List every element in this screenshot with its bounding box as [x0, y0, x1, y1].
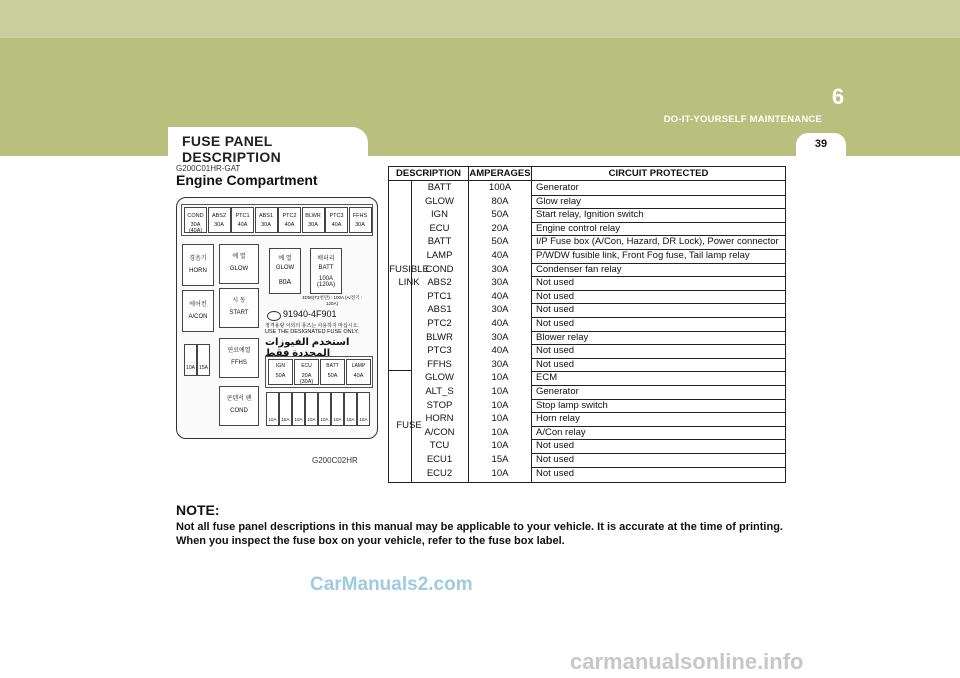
diagram-mini-fuse-amp: 10A: [307, 417, 316, 422]
row-divider: [531, 426, 785, 427]
row-amperage: 30A: [491, 277, 509, 289]
header-description: DESCRIPTION: [389, 167, 468, 181]
diagram-mini-fuse-amp: 10A: [294, 417, 303, 422]
diagram-mini-fuse: [331, 392, 344, 426]
diagram-mini-fuse: [357, 392, 370, 426]
row-amperage: 20A: [491, 222, 509, 234]
row-amperage: 100A: [488, 182, 512, 193]
note-title: NOTE:: [176, 502, 220, 518]
figure-code: G200C02HR: [312, 456, 358, 465]
row-fuse-name: PTC2: [427, 318, 452, 329]
relay-acon: [182, 290, 214, 332]
row-divider: [531, 385, 785, 386]
warning-ar: استخدم الفيوزات المحددة فقط: [265, 337, 350, 359]
row-circuit: Blower relay: [536, 331, 589, 343]
row-circuit: A/Con relay: [536, 426, 586, 438]
fuse-batt-100a: [310, 248, 342, 294]
diagram-top-fuse-name: PTC2: [282, 213, 297, 219]
row-divider: [531, 358, 785, 359]
row-divider: [531, 208, 785, 209]
row-fuse-name: GLOW: [424, 195, 455, 207]
row-circuit: Stop lamp switch: [536, 399, 608, 411]
row-circuit: Not used: [536, 467, 575, 479]
section-tab: [168, 127, 368, 165]
diagram-mini-fuse: [305, 392, 318, 426]
row-fuse-name: PTC1: [427, 290, 452, 302]
diagram-lower-fuse: [320, 359, 345, 385]
hyundai-logo-icon: [267, 311, 281, 321]
row-fuse-name: ALT_S: [425, 386, 454, 397]
row-divider: [531, 439, 785, 440]
diagram-mini-fuse-amp: 10A: [359, 417, 368, 422]
relay-glow-ko: 예 열: [232, 254, 246, 260]
relay-start: [219, 288, 259, 328]
row-amperage: 40A: [491, 250, 509, 261]
chapter-number: 6: [831, 84, 845, 109]
relay-cond: [219, 386, 259, 426]
diagram-mini-fuse-amp: 10A: [320, 417, 329, 422]
diagram-top-fuse-name: COND: [187, 213, 204, 219]
diagram-top-fuse-name: BLWR: [305, 213, 321, 219]
page-number: 39: [814, 138, 828, 150]
diagram-top-fuse: [184, 207, 207, 233]
row-divider: [531, 331, 785, 332]
row-circuit: Not used: [536, 304, 575, 316]
row-divider: [531, 263, 785, 264]
row-fuse-name: BATT: [427, 182, 452, 193]
mini-fuse-left-2-amp: 15A: [199, 365, 208, 371]
diagram-lower-fuse: [294, 359, 319, 385]
row-circuit: Condenser fan relay: [536, 263, 622, 275]
row-fuse-name: HORN: [425, 413, 454, 425]
watermark-carmanuals[interactable]: CarManuals2.com: [310, 574, 473, 595]
diagram-lower-fuse-amp: 50A: [275, 373, 286, 379]
row-divider: [531, 276, 785, 277]
fuse-glow-amp: 80A: [278, 279, 292, 286]
row-amperage: 30A: [491, 358, 509, 370]
diagram-lower-fuse: [268, 359, 293, 385]
chapter-title: DO-IT-YOURSELF MAINTENANCE: [663, 114, 822, 125]
row-circuit: Generator: [536, 386, 579, 397]
doc-code: G200C01HR-GAT: [176, 164, 241, 173]
row-amperage: 10A: [491, 399, 509, 411]
diagram-top-fuse-name: ABS2: [211, 213, 227, 219]
row-amperage: 10A: [491, 413, 509, 425]
diagram-top-fuse: [278, 207, 301, 233]
relay-cond-ko: 콘덴서 팬: [226, 396, 252, 402]
fuse-table: [388, 166, 786, 483]
group-fuse: FUSE: [396, 420, 422, 431]
row-amperage: 30A: [491, 331, 509, 343]
diagram-mini-fuse-amp: 15A: [346, 417, 355, 422]
diagram-lower-fuse: [346, 359, 371, 385]
warning-en: USE THE DESIGNATED FUSE ONLY.: [265, 329, 359, 335]
row-divider: [531, 467, 785, 468]
row-fuse-name: ABS2: [427, 277, 452, 289]
diagram-mini-fuse-amp: 15A: [281, 417, 290, 422]
row-fuse-name: COND: [425, 263, 454, 275]
row-divider: [531, 317, 785, 318]
page-number-tab: [796, 133, 846, 157]
relay-horn: [182, 244, 214, 286]
relay-horn-ko: 경음기: [189, 256, 207, 262]
relay-ffhs: [219, 338, 259, 378]
row-fuse-name: FFHS: [427, 358, 452, 370]
row-circuit: Not used: [536, 454, 575, 465]
row-divider: [531, 195, 785, 196]
divider: [531, 167, 532, 482]
diagram-top-fuse-amp: 30A (40A): [188, 222, 203, 234]
row-amperage: 40A: [491, 290, 509, 302]
diagram-top-fuse-amp: 40A: [331, 222, 342, 228]
diagram-mini-fuse: [344, 392, 357, 426]
row-circuit: Not used: [536, 277, 575, 289]
diagram-top-fuse-amp: 30A: [261, 222, 271, 228]
diagram-small-note: 4D56(T2천만) : 100A (A/전기 : 120A): [302, 295, 362, 306]
row-circuit: Engine control relay: [536, 222, 620, 234]
row-circuit: Not used: [536, 358, 575, 370]
diagram-top-fuse-name: ABS1: [258, 213, 274, 219]
fuse-box-diagram: [176, 197, 378, 439]
row-amperage: 10A: [491, 372, 509, 384]
row-divider: [531, 235, 785, 236]
row-circuit: Generator: [536, 182, 579, 193]
diagram-top-fuse-name: PTC1: [235, 213, 250, 219]
fuse-batt-en: BATT: [318, 265, 334, 271]
row-amperage: 10A: [491, 467, 509, 479]
fuse-glow-80a: [269, 248, 301, 294]
relay-acon-en: A/CON: [188, 314, 208, 320]
row-amperage: 30A: [491, 304, 509, 316]
group-fusible-link-line1: FUSIBLE: [389, 264, 429, 275]
diagram-top-fuse: [208, 207, 231, 233]
row-amperage: 10A: [491, 386, 509, 397]
relay-start-ko: 시 동: [232, 298, 246, 304]
row-fuse-name: BATT: [427, 236, 452, 248]
row-divider: [531, 344, 785, 345]
diagram-top-fuse: [231, 207, 254, 233]
row-divider: [531, 222, 785, 223]
diagram-top-fuse-name: FFHS: [352, 213, 368, 219]
row-amperage: 40A: [491, 345, 509, 357]
row-circuit: Not used: [536, 318, 575, 329]
fuse-batt-amp: 100A (120A): [316, 276, 335, 288]
row-fuse-name: ECU: [429, 222, 450, 234]
row-amperage: 15A: [491, 454, 509, 465]
diagram-mini-fuse: [292, 392, 305, 426]
diagram-top-fuse-amp: 30A: [308, 222, 318, 228]
row-fuse-name: LAMP: [426, 250, 453, 261]
row-circuit: Not used: [536, 290, 575, 302]
row-amperage: 50A: [491, 236, 509, 248]
row-divider: [531, 399, 785, 400]
diagram-lower-fuse-amp: 20A (30A): [299, 373, 314, 385]
row-divider: [531, 303, 785, 304]
fuse-glow-ko: 예 열: [278, 256, 292, 262]
diagram-mini-fuse-amp: 10A: [333, 417, 342, 422]
relay-acon-ko: 에어컨: [189, 302, 207, 308]
row-circuit: Glow relay: [536, 195, 581, 207]
diagram-top-fuse: [325, 207, 348, 233]
mini-fuse-left-1: [184, 344, 197, 376]
diagram-top-fuse-name: PTC3: [329, 213, 344, 219]
diagram-mini-fuse-amp: 10A: [268, 417, 277, 422]
relay-start-en: START: [229, 310, 249, 316]
row-fuse-name: PTC3: [427, 345, 452, 357]
note-block: [176, 502, 796, 548]
row-divider: [531, 290, 785, 291]
diagram-lower-fuse-amp: 50A: [327, 373, 338, 379]
relay-ffhs-en: FFHS: [231, 360, 247, 366]
header-circuit: CIRCUIT PROTECTED: [532, 167, 785, 181]
row-divider: [531, 453, 785, 454]
relay-ffhs-ko: 연료예열: [227, 348, 251, 354]
diagram-mini-fuse: [266, 392, 279, 426]
row-circuit: Not used: [536, 345, 575, 357]
top-fuse-row: [181, 204, 373, 236]
diagram-lower-fuse-name: LAMP: [351, 363, 366, 369]
diagram-mini-fuse: [318, 392, 331, 426]
row-amperage: 30A: [491, 263, 509, 275]
part-number: 91940-4F901: [283, 309, 337, 319]
diagram-lower-fuse-name: ECU: [301, 363, 312, 369]
mini-fuse-left-1-amp: 10A: [186, 365, 195, 371]
row-circuit: Not used: [536, 440, 575, 452]
relay-cond-en: COND: [230, 408, 248, 414]
relay-glow-en: GLOW: [229, 266, 249, 272]
diagram-top-fuse: [255, 207, 278, 233]
relay-glow: [219, 244, 259, 284]
diagram-top-fuse-amp: 30A: [214, 222, 224, 228]
divider: [389, 370, 411, 371]
mini-fuse-left-2: [197, 344, 210, 376]
row-amperage: 10A: [491, 440, 509, 452]
note-line-2: When you inspect the fuse box on your vehicle, refer to the fuse box label.: [176, 535, 565, 547]
row-amperage: 40A: [491, 318, 509, 329]
row-circuit: Horn relay: [536, 413, 580, 425]
row-fuse-name: TCU: [429, 440, 450, 452]
row-fuse-name: ECU1: [426, 454, 453, 465]
row-amperage: 80A: [491, 195, 509, 207]
row-divider: [531, 412, 785, 413]
diagram-top-fuse-amp: 30A: [355, 222, 365, 228]
row-fuse-name: STOP: [426, 399, 453, 411]
diagram-top-fuse-amp: 40A: [284, 222, 295, 228]
warning-ko: 정격용량 이외의 퓨즈는 사용하지 마십시오.: [265, 323, 359, 329]
mini-fuse-row: [265, 390, 371, 428]
diagram-lower-fuse-name: IGN: [276, 363, 285, 369]
fuse-glow-en: GLOW: [275, 265, 295, 271]
diagram-lower-fuse-amp: 40A: [353, 373, 364, 379]
diagram-top-fuse: [302, 207, 325, 233]
row-divider: [531, 249, 785, 250]
relay-horn-en: HORN: [189, 268, 207, 274]
row-fuse-name: GLOW: [424, 372, 455, 384]
row-circuit: Start relay, Ignition switch: [536, 209, 644, 221]
section-title: FUSE PANEL DESCRIPTION: [182, 133, 281, 165]
row-circuit: I/P Fuse box (A/Con, Hazard, DR Lock), Power connector: [536, 236, 779, 248]
row-fuse-name: A/CON: [424, 426, 455, 438]
row-circuit: P/WDW fusible link, Front Fog fuse, Tail lamp relay: [536, 250, 750, 261]
lower-fuse-row: [265, 356, 373, 388]
diagram-lower-fuse-name: BATT: [326, 363, 339, 369]
diagram-mini-fuse: [279, 392, 292, 426]
row-fuse-name: ECU2: [426, 467, 453, 479]
row-fuse-name: ABS1: [427, 304, 452, 316]
group-fusible-link-line2: LINK: [398, 277, 420, 288]
note-line-1: Not all fuse panel descriptions in this manual may be applicable to your vehicle. It is accurate at the time of printing.: [176, 521, 783, 533]
header-amperages: AMPERAGES: [469, 168, 531, 179]
section-heading: Engine Compartment: [176, 172, 318, 188]
diagram-top-fuse: [349, 207, 372, 233]
fuse-batt-ko: 배터리: [317, 256, 335, 262]
row-circuit: ECM: [536, 372, 558, 384]
diagram-top-fuse-amp: 40A: [237, 222, 248, 228]
row-fuse-name: IGN: [431, 209, 448, 221]
row-amperage: 50A: [491, 209, 509, 221]
row-amperage: 10A: [491, 426, 509, 438]
row-fuse-name: BLWR: [426, 331, 453, 343]
watermark-online[interactable]: carmanualsonline.info: [570, 649, 804, 674]
row-divider: [531, 371, 785, 372]
